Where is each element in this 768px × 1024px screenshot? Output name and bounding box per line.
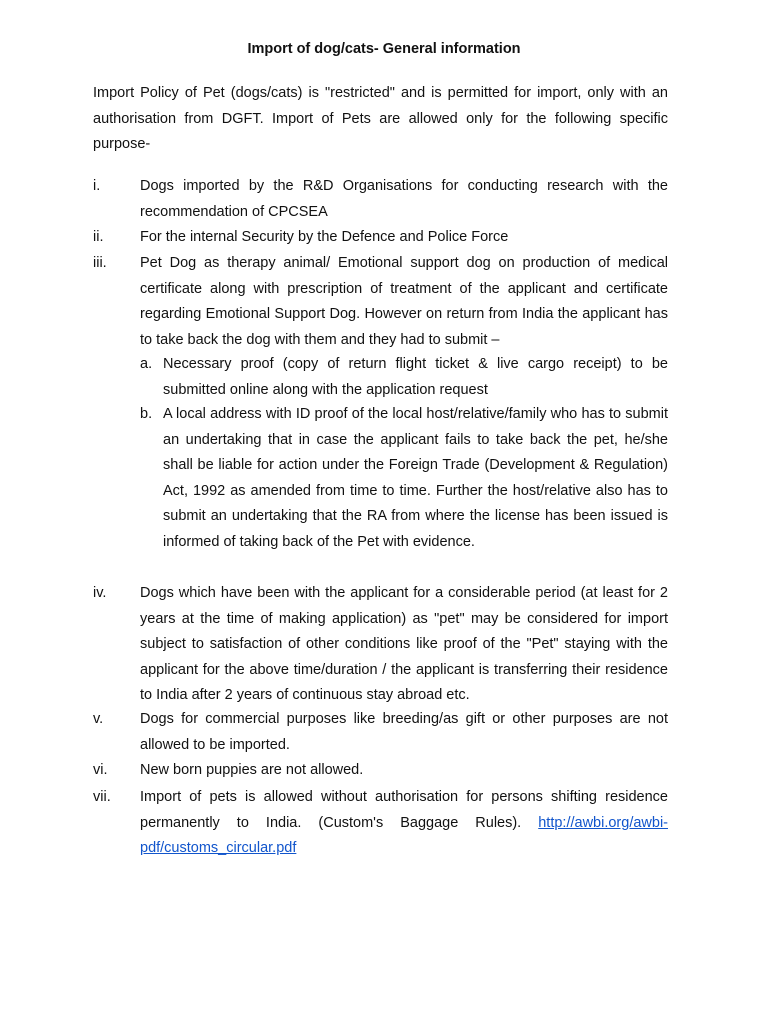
list-item-text: For the internal Security by the Defence and Police Force <box>140 229 509 245</box>
sub-item-text: A local address with ID proof of the local host/relative/family who has to submit an undertaking that in case the applicant fails to take back the pet, he/she shall be liable for action under the Foreign Trade (Development & Regulation) Act, 1992 as amended from time to time. Further the host/relative also has to submit an undertaking that the RA from where the license has been issued is informed of taking back of the Pet with evidence. <box>163 406 668 550</box>
list-item-iv <box>93 581 668 709</box>
list-item-i <box>93 174 668 225</box>
list-number: vi. <box>93 762 108 778</box>
intro-paragraph: Import Policy of Pet (dogs/cats) is "restricted" and is permitted for import, only with an authorisation from DGFT. Import of Pets are allowed only for the following specific purpose- <box>93 85 668 152</box>
list-number: i. <box>93 178 101 194</box>
sub-item-a <box>140 352 668 403</box>
list-item-text: Import of pets is allowed without authorisation for persons shifting residence permanently to India. (Custom's Baggage Rules). <box>140 789 668 831</box>
list-item-vi <box>93 758 668 784</box>
list-number: vii. <box>93 789 111 805</box>
list-item-text: Pet Dog as therapy animal/ Emotional support dog on production of medical certificate along with prescription of treatment of the applicant and certificate regarding Emotional Support Dog. However on return from India the applicant has to take back the dog with them and they had to submit – <box>140 255 668 348</box>
sub-list-letter: b. <box>140 406 153 422</box>
list-item-ii <box>93 225 668 251</box>
list-number: ii. <box>93 229 104 245</box>
list-item-text: Dogs for commercial purposes like breeding/as gift or other purposes are not allowed to be imported. <box>140 711 668 753</box>
sub-list-letter: a. <box>140 356 153 372</box>
list-item-text: New born puppies are not allowed. <box>140 762 364 778</box>
list-item-text-container <box>140 785 668 862</box>
sub-item-text: Necessary proof (copy of return flight ticket & live cargo receipt) to be submitted online along with the application request <box>163 356 668 398</box>
document-title: Import of dog/cats- General information <box>247 41 521 57</box>
list-item-v <box>93 707 668 758</box>
list-number: v. <box>93 711 104 727</box>
list-number: iii. <box>93 255 107 271</box>
customs-circular-link[interactable]: http://awbi.org/awbi-pdf/customs_circular.pdf <box>140 814 668 856</box>
list-item-iii <box>93 251 668 353</box>
list-item-text: Dogs which have been with the applicant for a considerable period (at least for 2 years at the time of making application) as "pet" may be considered for import subject to satisfaction of other conditions like proof of the "Pet" staying with the applicant for the above time/duration / the applicant is transferring their residence to India after 2 years of continuous stay abroad etc. <box>140 585 668 703</box>
list-item-text: Dogs imported by the R&D Organisations for conducting research with the recommendation of CPCSEA <box>140 178 668 220</box>
sub-item-b <box>140 402 668 555</box>
list-number: iv. <box>93 585 107 601</box>
list-item-vii <box>93 785 668 862</box>
